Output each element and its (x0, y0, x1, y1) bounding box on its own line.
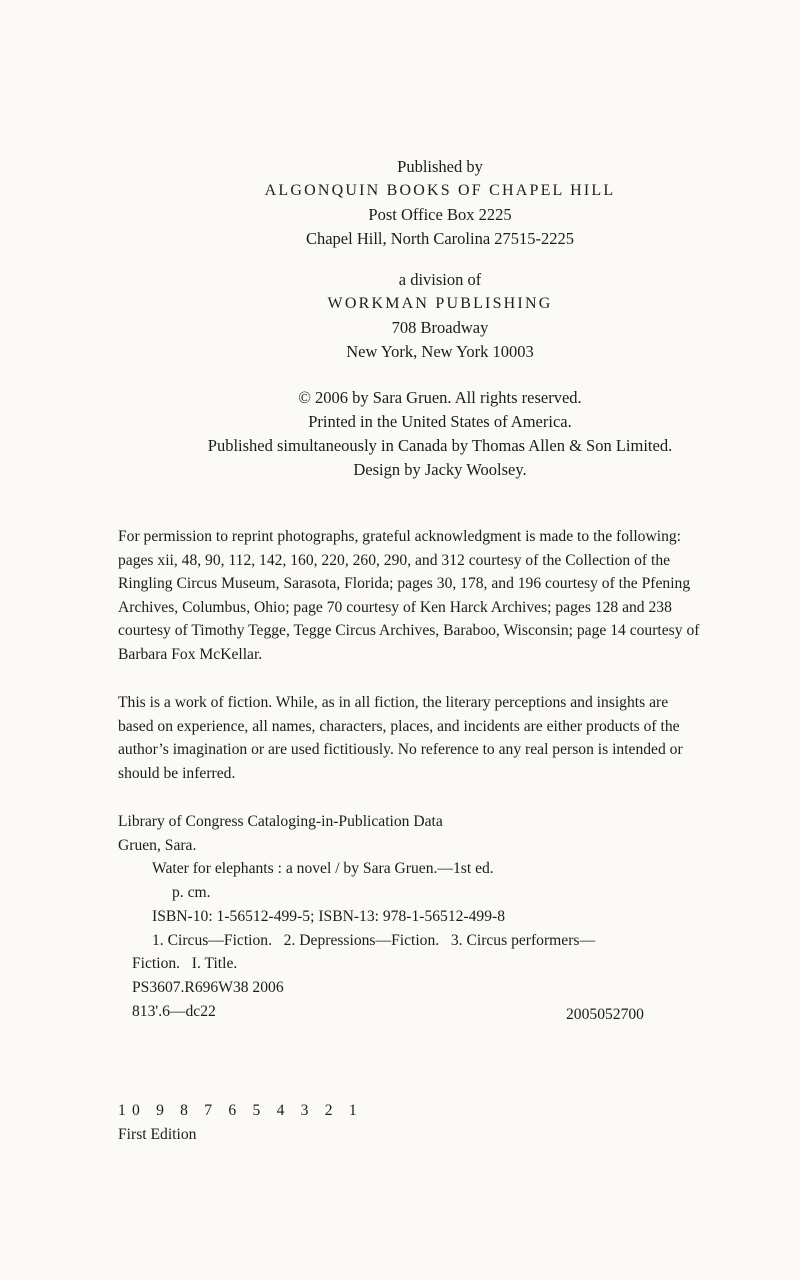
fiction-notice-paragraph (118, 691, 758, 785)
publisher-block (0, 155, 800, 251)
cip-lc-classification: PS3607.R696W38 2006 (132, 978, 284, 996)
text-line: based on experience, all names, characters, places, and incidents are either products of the (118, 717, 680, 735)
text-line: author’s imagination or are used fictitiously. No reference to any real person is intended or (118, 741, 683, 759)
cip-subjects-line-2: Fiction. I. Title. (132, 955, 238, 973)
division-address-line-2: New York, New York 10003 (346, 342, 534, 361)
photo-permissions-paragraph (118, 525, 758, 667)
cip-title: Water for elephants : a novel / by Sara Gruen.—1st ed. (152, 860, 494, 878)
published-by-label: Published by (397, 157, 483, 176)
text-line: Ringling Circus Museum, Sarasota, Florida; pages 30, 178, and 196 courtesy of the Pfening (118, 575, 691, 593)
printer-key-line: 10 9 8 7 6 5 4 3 2 1 (118, 1102, 363, 1119)
printing-block (118, 1099, 363, 1147)
edition-label: First Edition (118, 1126, 197, 1143)
division-name: WORKMAN PUBLISHING (327, 295, 553, 312)
cip-author: Gruen, Sara. (118, 836, 197, 854)
cip-pagination: p. cm. (172, 884, 211, 902)
text-line: This is a work of fiction. While, as in all fiction, the literary perceptions and insights are (118, 694, 669, 711)
division-block (0, 268, 800, 364)
text-line: For permission to reprint photographs, grateful acknowledgment is made to the following: (118, 528, 681, 545)
cip-header: Library of Congress Cataloging-in-Publication Data (118, 813, 443, 830)
publisher-address-line-1: Post Office Box 2225 (368, 205, 512, 224)
cataloging-data-block (118, 810, 678, 1023)
text-line: Barbara Fox McKellar. (118, 645, 263, 663)
text-line: courtesy of Timothy Tegge, Tegge Circus Archives, Baraboo, Wisconsin; page 14 courtesy of (118, 622, 700, 640)
text-line: Archives, Columbus, Ohio; page 70 courtesy of Ken Harck Archives; pages 128 and 238 (118, 598, 672, 616)
division-intro: a division of (398, 270, 482, 289)
simultaneous-publication-line: Published simultaneously in Canada by Thomas Allen & Son Limited. (207, 436, 673, 455)
cip-dewey-number: 813'.6—dc22 (132, 1002, 216, 1020)
design-credit-line: Design by Jacky Woolsey. (353, 460, 527, 479)
publisher-name: ALGONQUIN BOOKS OF CHAPEL HILL (264, 182, 616, 199)
printed-in-line: Printed in the United States of America. (308, 412, 572, 431)
text-line: should be inferred. (118, 764, 236, 782)
cip-lccn: 2005052700 (566, 1006, 644, 1023)
rights-block (0, 386, 800, 482)
division-address-line-1: 708 Broadway (391, 318, 489, 337)
publisher-address-line-2: Chapel Hill, North Carolina 27515-2225 (305, 229, 575, 248)
cip-isbn: ISBN-10: 1-56512-499-5; ISBN-13: 978-1-56512-499-8 (152, 907, 505, 925)
text-line: pages xii, 48, 90, 112, 142, 160, 220, 260, 290, and 312 courtesy of the Collection of the (118, 551, 671, 569)
copyright-line: © 2006 by Sara Gruen. All rights reserved. (298, 388, 582, 407)
cip-subjects-line-1: 1. Circus—Fiction. 2. Depressions—Fiction. 3. Circus performers— (152, 931, 596, 949)
